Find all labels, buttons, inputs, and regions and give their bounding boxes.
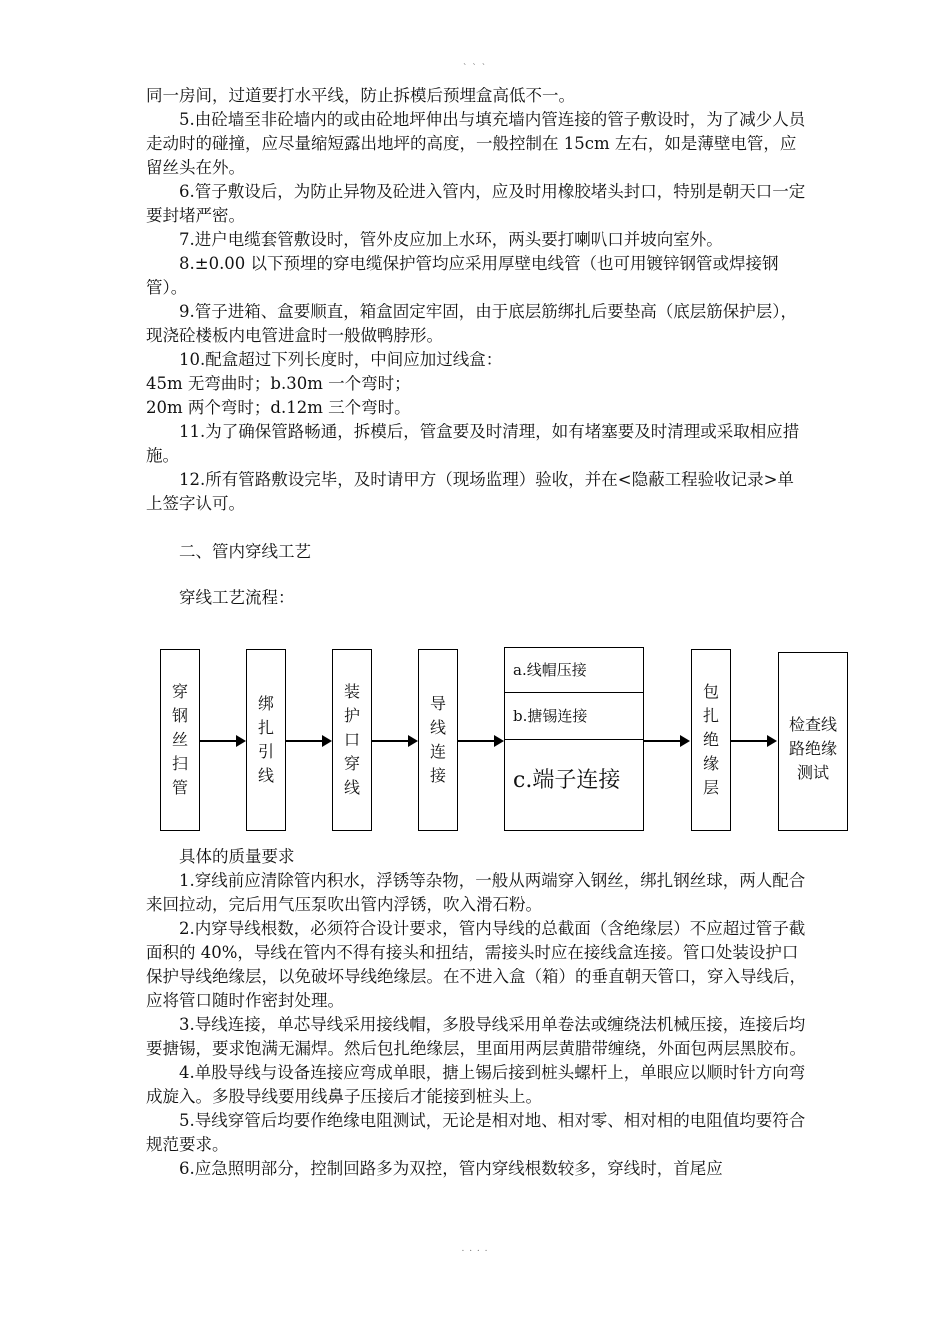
document-body (146, 84, 810, 610)
paragraph: 5.导线穿管后均要作绝缘电阻测试，无论是相对地、相对零、相对相的电阻值均要符合规范要求。 (146, 1111, 806, 1154)
flow-step-1-char: 丝 (171, 730, 188, 749)
paragraph: 45m 无弯曲时；b.30m 一个弯时； (146, 374, 411, 393)
connection-option-a: a.线帽压接 (505, 648, 643, 693)
paragraph: 10.配盒超过下列长度时，中间应加过线盒： (179, 350, 503, 369)
flow-step-4-char: 导 (429, 694, 446, 713)
flow-step-6-char: 包 (702, 682, 719, 701)
connection-option-b: b.搪锡连接 (505, 693, 643, 740)
paragraph: 5.由砼墙至非砼墙内的或由砼地坪伸出与填充墙内管连接的管子敷设时，为了减少人员走动时的碰撞，应尽量缩短露出地坪的高度，一般控制在 15cm 左右，如是薄壁电管，应留丝头在外。 (146, 110, 806, 177)
paragraph: 6.管子敷设后，为防止异物及砼进入管内，应及时用橡胶堵头封口，特别是朝天口一定要封堵严密。 (146, 182, 806, 225)
flow-step-6-char: 缘 (702, 754, 719, 773)
paragraph: 3.导线连接，单芯导线采用接线帽，多股导线采用单卷法或缠绕法机械压接，连接后均要搪锡，要求饱满无漏焊。然后包扎绝缘层，里面用两层黄腊带缠绕，外面包两层黑胶布。 (146, 1015, 806, 1058)
flow-step-1-char: 管 (171, 778, 188, 797)
flow-step-6-char: 扎 (702, 706, 719, 725)
flow-step-6-char: 层 (702, 778, 719, 797)
flow-step-6-char: 绝 (702, 730, 719, 749)
flow-arrow (372, 740, 416, 742)
flow-step-7-line: 路绝缘 (788, 739, 837, 758)
flow-step-1-char: 穿 (171, 682, 188, 701)
flow-step-3-char: 口 (343, 730, 360, 749)
flow-step-2 (246, 649, 286, 831)
flow-step-4-char: 接 (429, 766, 446, 785)
paragraph: 20m 两个弯时；d.12m 三个弯时。 (146, 398, 411, 417)
flow-step-2-char: 扎 (257, 718, 274, 737)
flow-step-4-char: 连 (429, 742, 446, 761)
connection-option-c: c.端子连接 (513, 768, 621, 793)
flow-step-4 (418, 649, 458, 831)
paragraph: 6.应急照明部分，控制回路多为双控，管内穿线根数较多，穿线时，首尾应 (179, 1159, 723, 1178)
paragraph: 1.穿线前应清除管内积水，浮锈等杂物，一般从两端穿入钢丝，绑扎钢丝球，两人配合来回拉动，完后用气压泵吹出管内浮锈，吹入滑石粉。 (146, 871, 806, 914)
document-body-continued (146, 845, 810, 1181)
flow-step-2-char: 引 (257, 742, 274, 761)
flow-step-3-char: 穿 (343, 754, 360, 773)
paragraph: 2.内穿导线根数，必须符合设计要求，管内导线的总截面（含绝缘层）不应超过管子截面积的 40%，导线在管内不得有接头和扭结，需接头时应在接线盒连接。管口处装设护口保护导线绝缘层，以免破坏导线绝缘层。在不进入盒（箱）的垂直朝天管口，穿入导线后，应将管口随时作密封处理。 (146, 919, 806, 1010)
flow-diagram (160, 647, 850, 833)
flow-step-7-line: 检查线 (788, 715, 837, 734)
flow-step-3 (332, 649, 372, 831)
footer-mark: . . . . (461, 1244, 489, 1254)
flow-arrow (200, 740, 244, 742)
flow-step-6 (691, 649, 731, 831)
flow-title: 穿线工艺流程： (179, 588, 295, 607)
flow-step-4-char: 线 (429, 718, 446, 737)
flow-step-2-char: 线 (257, 766, 274, 785)
flow-step-3-char: 护 (343, 706, 360, 725)
flow-arrow (458, 740, 502, 742)
paragraph: 8.±0.00 以下预埋的穿电缆保护管均应采用厚壁电线管（也可用镀锌钢管或焊接钢管）。 (146, 254, 779, 297)
flow-step-1 (160, 649, 200, 831)
paragraph: 4.单股导线与设备连接应弯成单眼，搪上锡后接到桩头螺杆上，单眼应以顺时针方向弯成旋入。多股导线要用线鼻子压接后才能接到桩头上。 (146, 1063, 806, 1106)
flow-step-3-char: 线 (343, 778, 360, 797)
flow-step-7-line: 测试 (796, 763, 829, 782)
paragraph: 12.所有管路敷设完毕，及时请甲方（现场监理）验收，并在<隐蔽工程验收记录>单上签字认可。 (146, 470, 794, 513)
flow-step-1-char: 扫 (171, 754, 188, 773)
flow-arrow (731, 740, 775, 742)
flow-arrow (286, 740, 330, 742)
section-heading: 二、管内穿线工艺 (179, 542, 311, 561)
quality-title: 具体的质量要求 (179, 847, 295, 866)
paragraph: 9.管子进箱、盒要顺直，箱盒固定牢固，由于底层筋绑扎后要垫高（底层筋保护层），现浇砼楼板内电管进盒时一般做鸭脖形。 (146, 302, 797, 345)
paragraph: 11.为了确保管路畅通，拆模后，管盒要及时清理，如有堵塞要及时清理或采取相应措施。 (146, 422, 800, 465)
flow-step-7 (778, 652, 848, 831)
paragraph: 同一房间，过道要打水平线，防止拆模后预埋盒高低不一。 (146, 86, 575, 105)
flow-step-1-char: 钢 (171, 706, 188, 725)
flow-arrow (644, 740, 688, 742)
header-mark: ` ` ` (462, 64, 488, 74)
flow-step-5-connection-methods (504, 647, 644, 831)
flow-step-2-char: 绑 (257, 694, 274, 713)
paragraph: 7.进户电缆套管敷设时，管外皮应加上水环，两头要打喇叭口并坡向室外。 (179, 230, 723, 249)
flow-step-3-char: 装 (343, 682, 360, 701)
